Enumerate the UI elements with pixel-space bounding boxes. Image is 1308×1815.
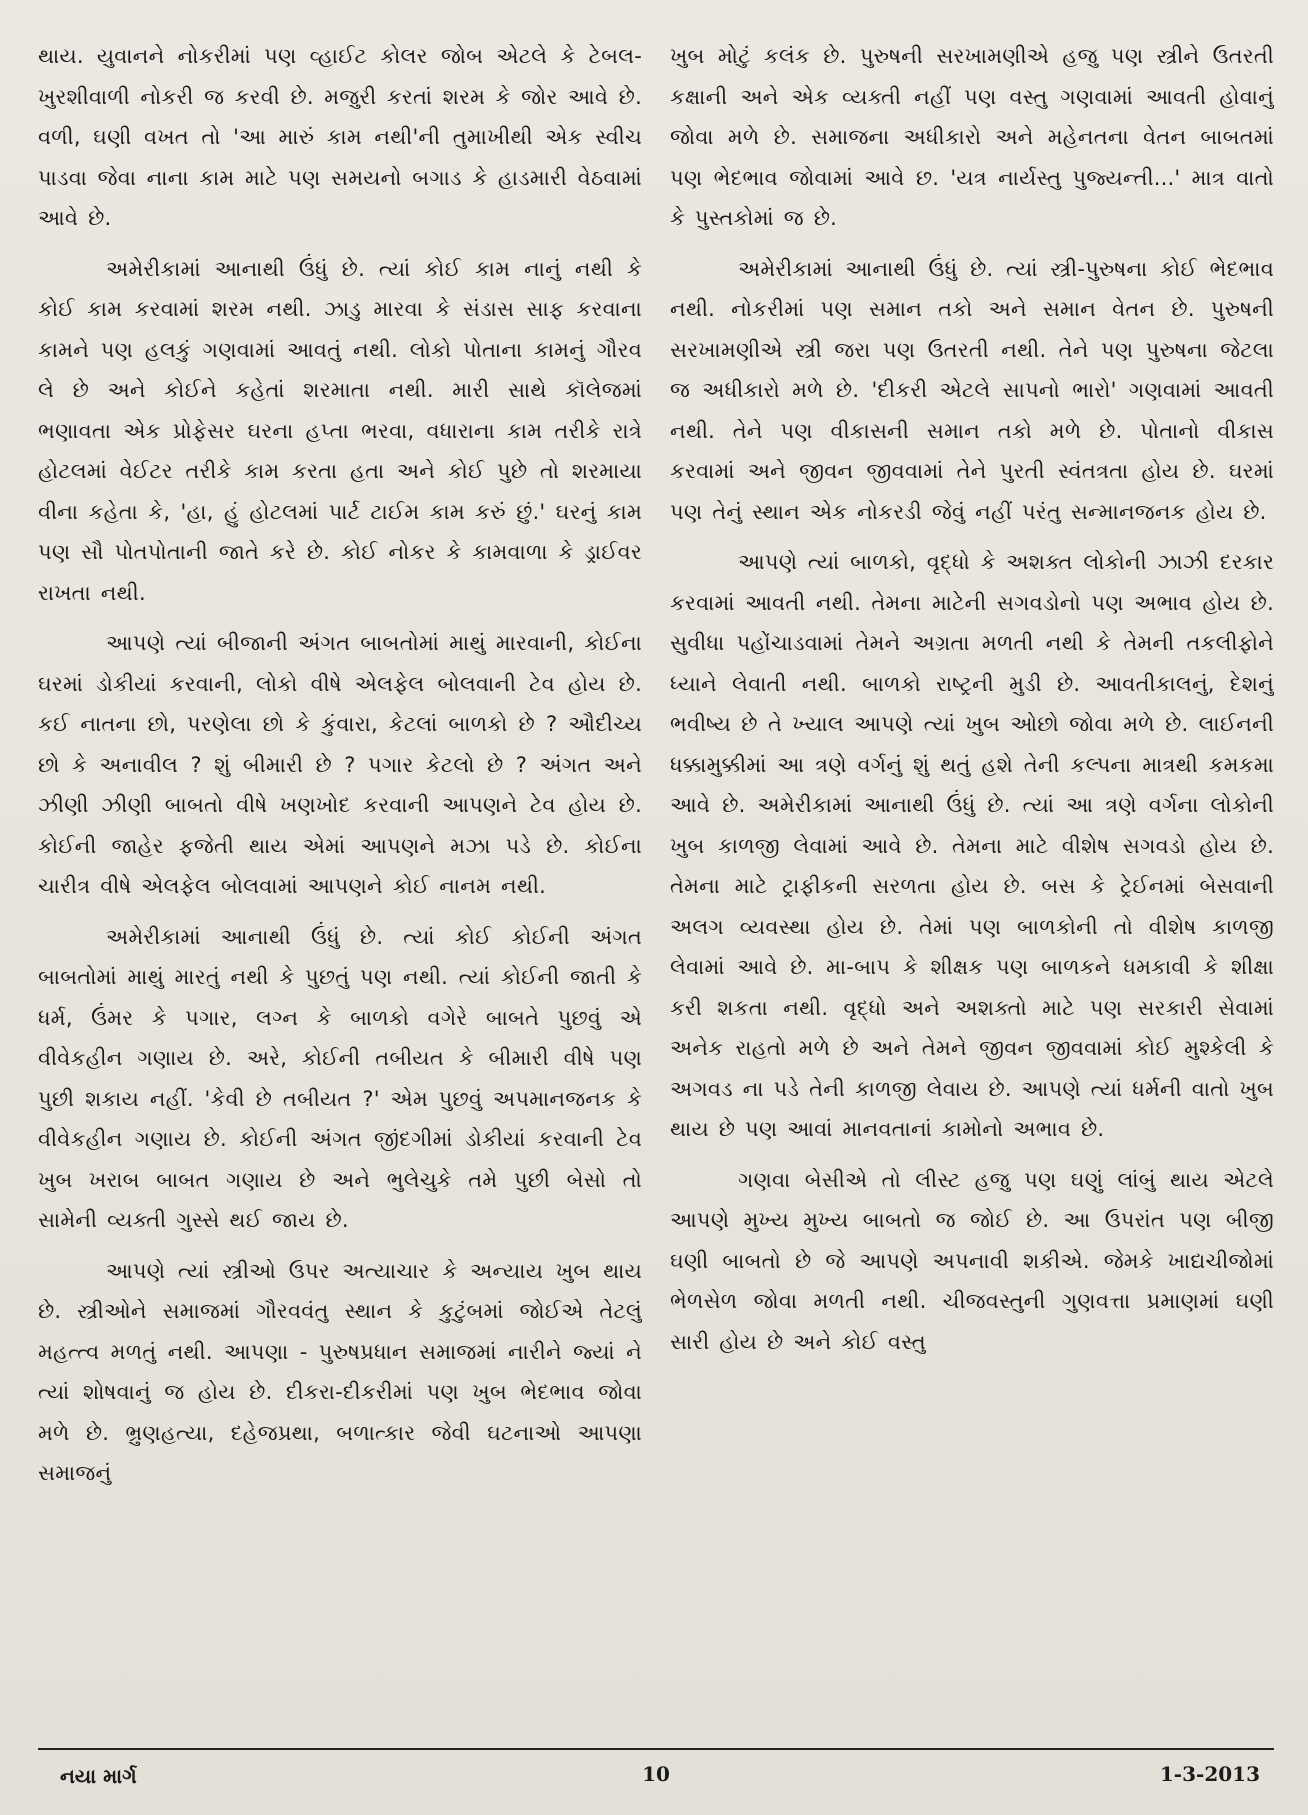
- publication-name: નયા માર્ગ: [60, 1764, 137, 1788]
- left-column: [38, 36, 642, 1726]
- paragraph: અમેરીકામાં આનાથી ઉંધું છે. ત્યાં કોઈ કામ નાનું નથી કે કોઈ કામ કરવામાં શરમ નથી. ઝાડુ મારવા કે સંડાસ સાફ કરવાના કામને પણ હલકું ગણવામાં આવતું નથી. લોકો પોતાના કામનું ગૌરવ લે છે અને કોઈને કહેતાં શરમાતા નથી. મારી સાથે કૉલેજમાં ભણાવતા એક પ્રોફેસર ઘરના હપ્તા ભરવા, વધારાના કામ તરીકે રાત્રે હોટલમાં વેઈટર તરીકે કામ કરતા હતા અને કોઈ પુછે તો શરમાયા વીના કહેતા કે, 'હા, હું હોટલમાં પાર્ટ ટાઈમ કામ કરું છું.' ઘરનું કામ પણ સૌ પોતપોતાની જાતે કરે છે. કોઈ નોકર કે કામવાળા કે ડ્રાઈવર રાખતા નથી.: [38, 256, 642, 605]
- paragraph: ગણવા બેસીએ તો લીસ્ટ હજુ પણ ઘણું લાંબું થાય એટલે આપણે મુખ્ય મુખ્ય બાબતો જ જોઈ છે. આ ઉપરાંત પણ બીજી ઘણી બાબતો છે જે આપણે અપનાવી શકીએ. જેમકે ખાદ્યચીજોમાં ભેળસેળ જોવા મળતી નથી. ચીજવસ્તુની ગુણવત્તા પ્રમાણમાં ઘણી સારી હોય છે અને કોઈ વસ્તુ: [670, 1167, 1274, 1354]
- right-column: [670, 36, 1274, 1726]
- issue-date: 1-3-2013: [1159, 1762, 1260, 1786]
- paragraph: આપણે ત્યાં બાળકો, વૃદ્ધો કે અશક્ત લોકોની ઝાઝી દરકાર કરવામાં આવતી નથી. તેમના માટેની સગવડોનો પણ અભાવ હોય છે. સુવીધા પહોંચાડવામાં તેમને અગ્રતા મળતી નથી કે તેમની તકલીફોને ધ્યાને લેવાતી નથી. બાળકો રાષ્ટ્રની મુડી છે. આવતીકાલનું, દેશનું ભવીષ્ય છે તે ખ્યાલ આપણે ત્યાં ખુબ ઓછો જોવા મળે છે. લાઈનની ધક્કામુક્કીમાં આ ત્રણે વર્ગનું શું થતું હશે તેની કલ્પના માત્રથી કમકમા આવે છે. અમેરીકામાં આનાથી ઉંધું છે. ત્યાં આ ત્રણે વર્ગના લોકોની ખુબ કાળજી લેવામાં આવે છે. તેમના માટે વીશેષ સગવડો હોય છે. તેમના માટે ટ્રાફીકની સરળતા હોય છે. બસ કે ટ્રેઈનમાં બેસવાની અલગ વ્યવસ્થા હોય છે. તેમાં પણ બાળકોની તો વીશેષ કાળજી લેવામાં આવે છે. મા-બાપ કે શીક્ષક પણ બાળકને ધમકાવી કે શીક્ષા કરી શકતા નથી. વૃદ્ધો અને અશક્તો માટે પણ સરકારી સેવામાં અનેક રાહતો મળે છે અને તેમને જીવન જીવવામાં કોઈ મુશ્કેલી કે અગવડ ના પડે તેની કાળજી લેવાય છે. આપણે ત્યાં ધર્મની વાતો ખુબ થાય છે પણ આવાં માનવતાનાં કામોનો અભાવ છે.: [670, 550, 1274, 1141]
- footer-divider: [38, 1748, 1274, 1750]
- paragraph: અમેરીકામાં આનાથી ઉંધું છે. ત્યાં સ્ત્રી-પુરુષના કોઈ ભેદભાવ નથી. નોકરીમાં પણ સમાન તકો અને સમાન વેતન છે. પુરુષની સરખામણીએ સ્ત્રી જરા પણ ઉતરતી નથી. તેને પણ પુરુષના જેટલા જ અધીકારો મળે છે. 'દીકરી એટલે સાપનો ભારો' ગણવામાં આવતી નથી. તેને પણ વીકાસની સમાન તકો મળે છે. પોતાનો વીકાસ કરવામાં અને જીવન જીવવામાં તેને પુરતી સ્વંતત્રતા હોય છે. ઘરમાં પણ તેનું સ્થાન એક નોકરડી જેવું નહીં પરંતુ સન્માનજનક હોય છે.: [670, 256, 1274, 524]
- article-columns: [38, 36, 1274, 1726]
- paragraph: આપણે ત્યાં સ્ત્રીઓ ઉપર અત્યાચાર કે અન્યાય ખુબ થાય છે. સ્ત્રીઓને સમાજમાં ગૌરવવંતુ સ્થાન કે કુટુંબમાં જોઈએ તેટલું મહત્ત્વ મળતું નથી. આપણા - પુરુષપ્રધાન સમાજમાં નારીને જ્યાં ને ત્યાં શોષવાનું જ હોય છે. દીકરા-દીકરીમાં પણ ખુબ ભેદભાવ જોવા મળે છે. ભ્રુણહત્યા, દહેજપ્રથા, બળાત્કાર જેવી ઘટનાઓ આપણા સમાજનું: [38, 1258, 642, 1485]
- page-footer: [38, 1756, 1274, 1796]
- paragraph: આપણે ત્યાં બીજાની અંગત બાબતોમાં માથું મારવાની, કોઈના ઘરમાં ડોકીયાં કરવાની, લોકો વીષે એલફેલ બોલવાની ટેવ હોય છે. કઈ નાતના છો, પરણેલા છો કે કુંવારા, કેટલાં બાળકો છે ? ઔદીચ્ય છો કે અનાવીલ ? શું બીમારી છે ? પગાર કેટલો છે ? અંગત અને ઝીણી ઝીણી બાબતો વીષે ખણખોદ કરવાની આપણને ટેવ હોય છે. કોઈની જાહેર ફજેતી થાય એમાં આપણને મઝા પડે છે. કોઈના ચારીત્ર વીષે એલફેલ બોલવામાં આપણને કોઈ નાનમ નથી.: [38, 631, 642, 898]
- paragraph: ખુબ મોટું કલંક છે. પુરુષની સરખામણીએ હજુ પણ સ્ત્રીને ઉતરતી કક્ષાની અને એક વ્યક્તી નહીં પણ વસ્તુ ગણવામાં આવતી હોવાનું જોવા મળે છે. સમાજના અધીકારો અને મહેનતના વેતન બાબતમાં પણ ભેદભાવ જોવામાં આવે છ. 'યત્ર નાર્યસ્તુ પુજ્યન્તી...' માત્ર વાતો કે પુસ્તકોમાં જ છે.: [670, 44, 1274, 230]
- paragraph: થાય. યુવાનને નોકરીમાં પણ વ્હાઈટ કોલર જોબ એટલે કે ટેબલ-ખુરશીવાળી નોકરી જ કરવી છે. મજુરી કરતાં શરમ કે જોર આવે છે. વળી, ઘણી વખત તો 'આ મારું કામ નથી'ની તુમાખીથી એક સ્વીચ પાડવા જેવા નાના કામ માટે પણ સમયનો બગાડ કે હાડમારી વેઠવામાં આવે છે.: [38, 44, 642, 230]
- page-number: 10: [642, 1762, 670, 1786]
- paragraph: અમેરીકામાં આનાથી ઉંધું છે. ત્યાં કોઈ કોઈની અંગત બાબતોમાં માથું મારતું નથી કે પુછતું પણ નથી. ત્યાં કોઈની જાતી કે ધર્મ, ઉંમર કે પગાર, લગ્ન કે બાળકો વગેરે બાબતે પુછવું એ વીવેકહીન ગણાય છે. અરે, કોઈની તબીયત કે બીમારી વીષે પણ પુછી શકાય નહીં. 'કેવી છે તબીયત ?' એમ પુછવું અપમાનજનક કે વીવેકહીન ગણાય છે. કોઈની અંગત જીંદગીમાં ડોકીયાં કરવાની ટેવ ખુબ ખરાબ બાબત ગણાય છે અને ભુલેચુકે તમે પુછી બેસો તો સામેની વ્યક્તી ગુસ્સે થઈ જાય છે.: [38, 924, 642, 1232]
